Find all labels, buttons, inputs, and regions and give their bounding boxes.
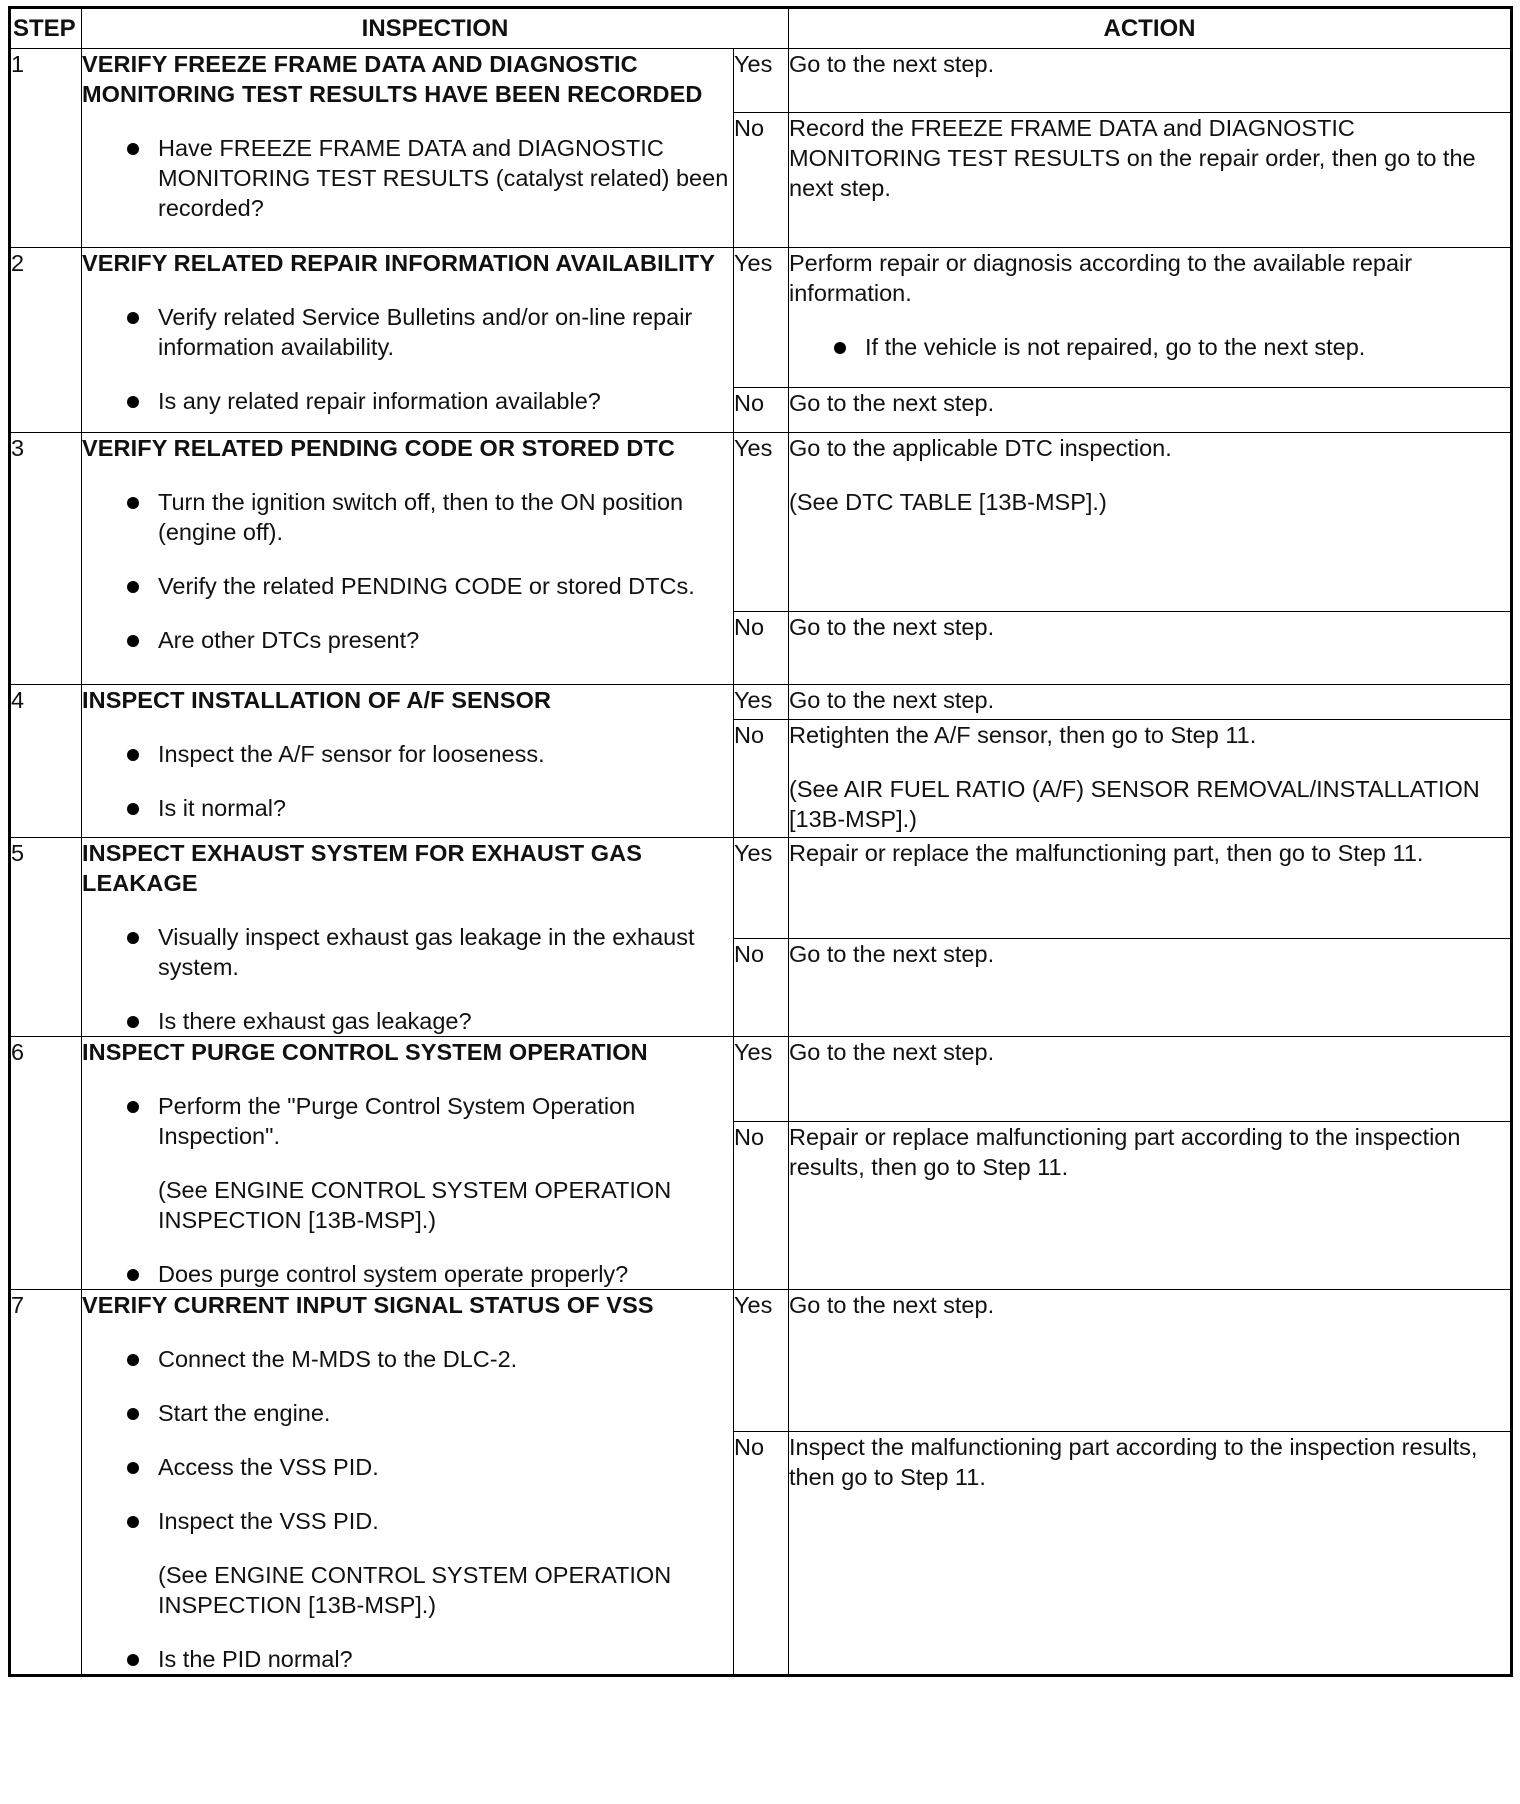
inspection-title: VERIFY FREEZE FRAME DATA AND DIAGNOSTIC MONITORING TEST RESULTS HAVE BEEN RECORDED — [82, 51, 703, 107]
step-6-yes-row — [10, 1037, 1512, 1122]
no-action — [789, 612, 1512, 685]
inspection-title: INSPECT EXHAUST SYSTEM FOR EXHAUST GAS LEAKAGE — [82, 840, 643, 896]
inspection-cell — [82, 838, 734, 1037]
step-number: 4 — [10, 685, 82, 838]
yes-action — [789, 49, 1512, 113]
inspection-item: Inspect the A/F sensor for looseness. — [82, 739, 733, 769]
step-number: 6 — [10, 1037, 82, 1290]
step-number: 1 — [10, 49, 82, 248]
no-action — [789, 1122, 1512, 1290]
diagnostic-steps-table — [8, 6, 1513, 1677]
inspection-cell — [82, 685, 734, 838]
step-3-yes-row — [10, 433, 1512, 612]
no-action — [789, 388, 1512, 433]
action-reference-note: (See DTC TABLE [13B-MSP].) — [789, 489, 1107, 515]
inspection-item: Verify related Service Bulletins and/or on-line repair information availability. — [82, 302, 733, 362]
yes-action — [789, 248, 1512, 388]
no-label: No — [734, 612, 789, 685]
inspection-item: Inspect the VSS PID. — [82, 1506, 733, 1536]
inspection-reference-note: (See ENGINE CONTROL SYSTEM OPERATION INSPECTION [13B-MSP].) — [158, 1562, 672, 1618]
inspection-title: VERIFY CURRENT INPUT SIGNAL STATUS OF VSS — [82, 1292, 654, 1318]
inspection-item: Access the VSS PID. — [82, 1452, 733, 1482]
action-text: Go to the next step. — [789, 51, 995, 77]
action-text: Repair or replace malfunctioning part according to the inspection results, then go to Step 11. — [789, 1124, 1461, 1181]
inspection-item: Visually inspect exhaust gas leakage in the exhaust system. — [82, 922, 733, 982]
inspection-item: Is there exhaust gas leakage? — [82, 1006, 733, 1036]
inspection-reference-note: (See ENGINE CONTROL SYSTEM OPERATION INSPECTION [13B-MSP].) — [158, 1177, 672, 1233]
yes-action — [789, 838, 1512, 939]
inspection-cell — [82, 1290, 734, 1676]
action-text: Go to the next step. — [789, 390, 995, 416]
action-item: If the vehicle is not repaired, go to the next step. — [789, 332, 1510, 362]
step-number: 3 — [10, 433, 82, 685]
diagnostic-procedure-document — [8, 6, 1510, 1677]
yes-label: Yes — [734, 1037, 789, 1122]
table-header-row — [10, 8, 1512, 49]
column-header-action: ACTION — [789, 8, 1512, 49]
inspection-item: Turn the ignition switch off, then to the ON position (engine off). — [82, 487, 733, 547]
yes-label: Yes — [734, 685, 789, 720]
step-number: 2 — [10, 248, 82, 433]
inspection-cell — [82, 49, 734, 248]
yes-label: Yes — [734, 248, 789, 388]
step-1-yes-row — [10, 49, 1512, 113]
inspection-item: Does purge control system operate properly? — [82, 1259, 733, 1289]
inspection-item: Is the PID normal? — [82, 1644, 733, 1674]
action-text: Go to the applicable DTC inspection. — [789, 435, 1172, 461]
inspection-item: Are other DTCs present? — [82, 625, 733, 655]
inspection-item: Verify the related PENDING CODE or stored DTCs. — [82, 571, 733, 601]
inspection-title: INSPECT PURGE CONTROL SYSTEM OPERATION — [82, 1039, 648, 1065]
inspection-item: Is it normal? — [82, 793, 733, 823]
action-text: Record the FREEZE FRAME DATA and DIAGNOSTIC MONITORING TEST RESULTS on the repair order, then go to the next step. — [789, 115, 1476, 201]
action-text: Go to the next step. — [789, 687, 995, 713]
yes-label: Yes — [734, 49, 789, 113]
inspection-title: VERIFY RELATED PENDING CODE OR STORED DTC — [82, 435, 675, 461]
step-4-yes-row — [10, 685, 1512, 720]
step-number: 7 — [10, 1290, 82, 1676]
action-text: Go to the next step. — [789, 614, 995, 640]
no-action — [789, 1432, 1512, 1676]
action-text: Retighten the A/F sensor, then go to Step 11. — [789, 722, 1257, 748]
column-header-inspection: INSPECTION — [82, 8, 789, 49]
action-text: Go to the next step. — [789, 1039, 995, 1065]
yes-label: Yes — [734, 433, 789, 612]
inspection-item: Is any related repair information available? — [82, 386, 733, 416]
action-text: Inspect the malfunctioning part according to the inspection results, then go to Step 11. — [789, 1434, 1478, 1491]
action-text: Repair or replace the malfunctioning part, then go to Step 11. — [789, 840, 1424, 866]
inspection-cell — [82, 433, 734, 685]
inspection-cell — [82, 248, 734, 433]
inspection-item: Have FREEZE FRAME DATA and DIAGNOSTIC MONITORING TEST RESULTS (catalyst related) been recorded? — [82, 133, 733, 223]
yes-label: Yes — [734, 838, 789, 939]
inspection-item: Connect the M-MDS to the DLC-2. — [82, 1344, 733, 1374]
yes-label: Yes — [734, 1290, 789, 1432]
column-header-step: STEP — [10, 8, 82, 49]
no-label: No — [734, 1432, 789, 1676]
no-action — [789, 720, 1512, 838]
inspection-item: Perform the "Purge Control System Operation Inspection". — [82, 1091, 733, 1151]
action-reference-note: (See AIR FUEL RATIO (A/F) SENSOR REMOVAL/INSTALLATION [13B-MSP].) — [789, 776, 1480, 832]
action-text: Perform repair or diagnosis according to the available repair information. — [789, 250, 1413, 306]
action-text: Go to the next step. — [789, 1292, 995, 1318]
yes-action — [789, 433, 1512, 612]
no-label: No — [734, 388, 789, 433]
no-label: No — [734, 113, 789, 248]
yes-action — [789, 685, 1512, 720]
step-number: 5 — [10, 838, 82, 1037]
yes-action — [789, 1290, 1512, 1432]
no-label: No — [734, 1122, 789, 1290]
inspection-item: Start the engine. — [82, 1398, 733, 1428]
inspection-title: VERIFY RELATED REPAIR INFORMATION AVAILABILITY — [82, 250, 716, 276]
action-text: Go to the next step. — [789, 941, 995, 968]
step-5-yes-row — [10, 838, 1512, 939]
inspection-title: INSPECT INSTALLATION OF A/F SENSOR — [82, 687, 552, 713]
step-7-yes-row — [10, 1290, 1512, 1432]
no-action — [789, 939, 1512, 1037]
yes-action — [789, 1037, 1512, 1122]
no-action — [789, 113, 1512, 248]
no-label: No — [734, 720, 789, 838]
no-label: No — [734, 939, 789, 1037]
inspection-cell — [82, 1037, 734, 1290]
step-2-yes-row — [10, 248, 1512, 388]
